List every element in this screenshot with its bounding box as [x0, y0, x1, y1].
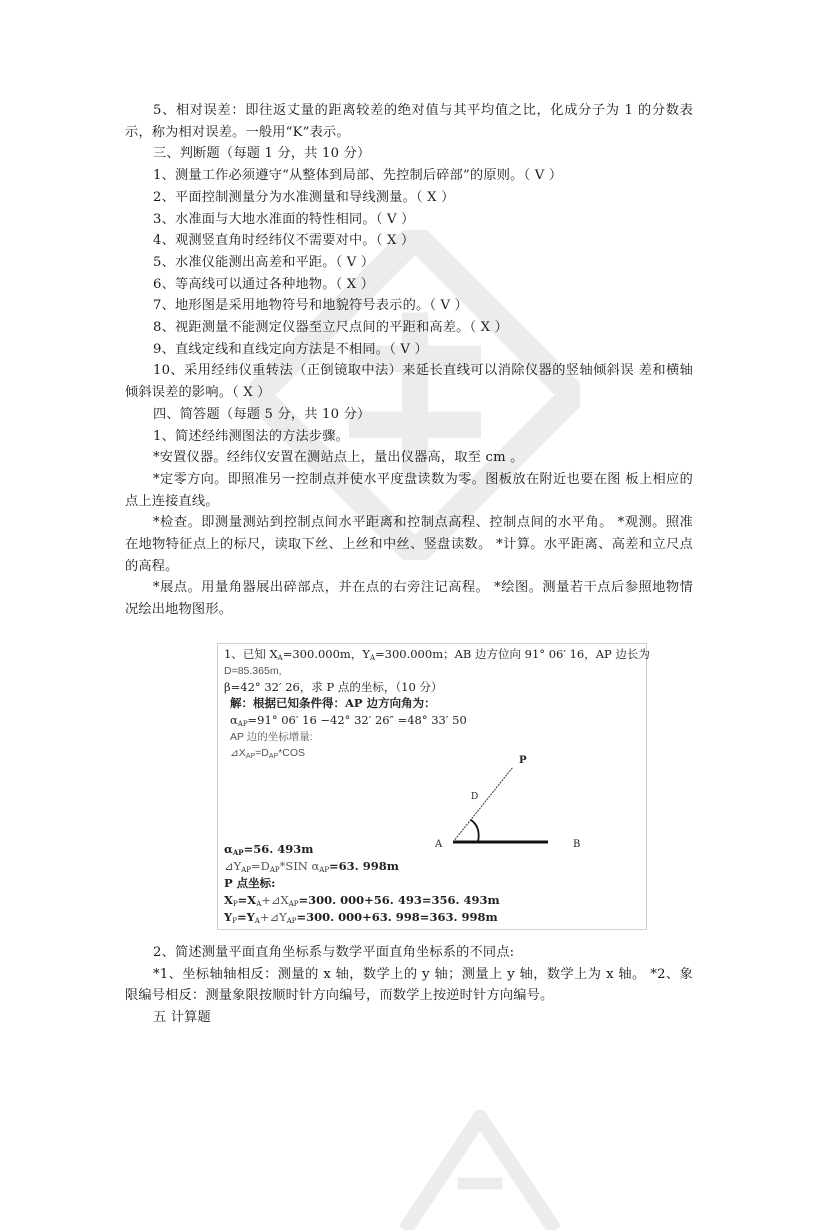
- tf-item: 2、平面控制测量分为水准测量和导线测量。（ X ）: [153, 189, 455, 205]
- definition-relative-error: 5、相对误差：即往返丈量的距离较差的绝对值与其平均值之比，化成分子为 1 的分数表示，称为相对误差。一般用“K”表示。: [125, 103, 693, 140]
- figure-line-beta: β=42° 32′ 26，求 P 点的坐标，（10 分）: [224, 679, 443, 694]
- figure-line-azimuth: $\alpha_{AP}=91^\circ$ 06′ 16 −42° 32′ 26″ =48° 33′ 50: [230, 712, 467, 728]
- tf-item: 8、视距测量不能测定仪器至立尺点间的平距和高差。（ X ）: [153, 320, 509, 336]
- embedded-solution-image: [217, 643, 650, 930]
- point-a-label: A: [435, 838, 443, 850]
- answer-step: *检查。即测量测站到控制点间水平距离和控制点高程、控制点间的水平角。 *观测。照准在地物特征点上的标尺，读取下丝、上丝和中丝、竖盘读数。 *计算。水平距离、高差和立尺点的高程。: [125, 515, 693, 574]
- point-p-label: P: [519, 754, 527, 766]
- section-title-calculation: 五 计算题: [153, 1009, 211, 1025]
- answer-step: *定零方向。即照准另一控制点并使水平度盘读数为零。图板放在附近也要在图 板上相应的点上连接直线。: [125, 471, 693, 509]
- answer-step: *安置仪器。经纬仪安置在测站点上，量出仪器高，取至 cm 。: [153, 450, 524, 466]
- answer-text: *1、坐标轴轴相反：测量的 x 轴，数学上的 y 轴；测量上 y 轴，数学上为 x 轴。 *2、象限编号相反：测量象限按顺时针方向编号，而数学上按逆时针方向编号。: [125, 966, 693, 1004]
- tf-item: 7、地形图是采用地物符号和地貌符号表示的。（ V ）: [153, 298, 469, 314]
- figure-line-increment-title: AP 边的坐标增量:: [230, 730, 313, 743]
- tf-item: 4、观测竖直角时经纬仪不需要对中。（ X ）: [153, 233, 415, 249]
- watermark-logo-bottom: [400, 1110, 560, 1230]
- figure-line-yp: $Y_P=Y_A+⊿Y_{AP}=300$. 000+63. 998=363. 998m: [224, 909, 498, 925]
- angle-diagram: [423, 749, 593, 859]
- section-title-true-false: 三、判断题（每题 1 分，共 10 分）: [153, 146, 371, 162]
- figure-line-dy: $⊿Y_{AP}=D_{AP}*SIN$ $\alpha_{AP}=63$. 998m: [224, 858, 399, 874]
- tf-item: 5、水准仪能测出高差和平距。（ V ）: [153, 254, 375, 270]
- figure-line-dx-formula: $⊿X_{AP}=D_{AP}*COS$: [230, 746, 306, 760]
- tf-item: 3、水准面与大地水准面的特性相同。（ V ）: [153, 211, 415, 227]
- answer-step: *展点。用量角器展出碎部点，并在点的右旁注记高程。 *绘图。测量若干点后参照地物情况绘出地物图形。: [125, 580, 693, 618]
- figure-line-given: 1、已知 $X_A=300.000m$，$Y_A=300.000m$；AB 边方位向 91° 06′ 16，AP 边长为: [224, 646, 650, 662]
- document-page: [125, 100, 693, 1029]
- figure-line-distance: D=85.365m,: [224, 664, 282, 677]
- figure-line-p-coords-title: P 点坐标:: [224, 875, 276, 890]
- tf-item: 9、直线定线和直线定向方法是不相同。（ V ）: [153, 341, 428, 357]
- tf-item: 1、测量工作必须遵守“从整体到局部、先控制后碎部”的原则。（ V ）: [153, 168, 563, 184]
- figure-line-solution: 解：根据已知条件得：AP 边方向角为：: [230, 695, 436, 710]
- tf-item: 6、等高线可以通过各种地物。（ X ）: [153, 276, 375, 292]
- tf-item: 10、采用经纬仪重转法（正倒镜取中法）来延长直线可以消除仪器的竖轴倾斜误 差和横轴倾斜误差的影响。（ X ）: [125, 363, 693, 401]
- question-title: 1、简述经纬测图法的方法步骤。: [153, 428, 350, 444]
- question-title: 2、简述测量平面直角坐标系与数学平面直角坐标系的不同点:: [153, 944, 515, 960]
- figure-line-dx-value: $\alpha_{AP}=56$. 493m: [224, 841, 314, 857]
- figure-line-xp: $X_P=X_A+⊿X_{AP}=300$. 000+56. 493=356. 493m: [224, 892, 500, 908]
- distance-d-label: D: [471, 791, 479, 802]
- point-b-label: B: [573, 838, 581, 850]
- section-title-short-answer: 四、简答题（每题 5 分，共 10 分）: [153, 406, 371, 422]
